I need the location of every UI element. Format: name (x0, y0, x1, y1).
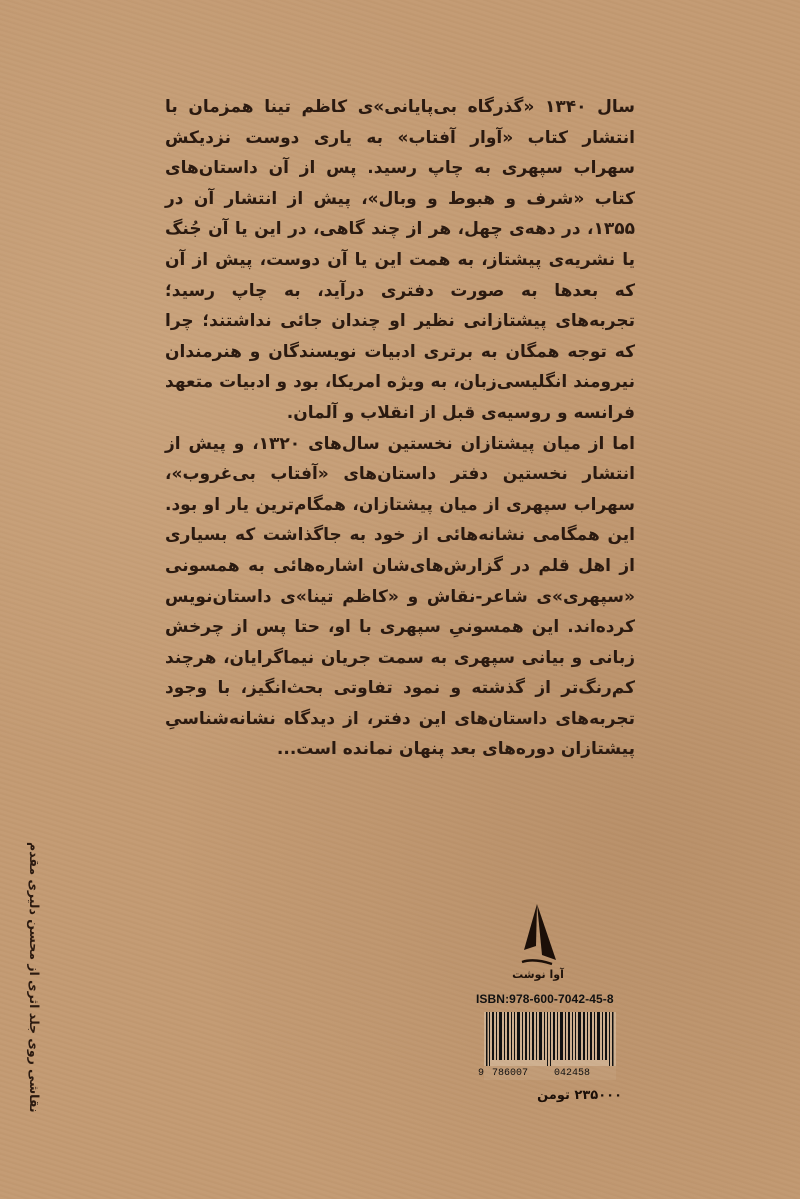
cover-art-credit: نقاشی روی جلد اثری از محسن دلیری مقدم (27, 842, 42, 1113)
sail-triangle-icon (512, 900, 562, 970)
publisher-logo (512, 900, 562, 970)
barcode (478, 1012, 616, 1080)
barcode-bars (484, 1012, 616, 1066)
barcode-digit-first: 9 (478, 1068, 485, 1079)
barcode-digits-left: 786007 (492, 1068, 529, 1079)
blurb-paragraph: سال ۱۳۴۰ «گذرگاه بی‌پایانی»ی کاظم تینا همزمان با انتشار کتاب «آوار آفتاب» به یاری دوست نزدیکش سهراب سپهری به چاپ رسید. پس از آن داستان‌های کتاب «شرف و هبوط و وبال»، پیش از انتشار آن در ۱۳۵۵، در دهه‌ی چهل، هر از چند گاهی، در این یا آن جُنگ یا نشریه‌ی پیشتاز، به همت این یا آن دوست، پیش از آن که بعدها به صورت دفتری درآید، به چاپ رسید؛ تجربه‌های پیشتازانی نظیر او چندان جائی نداشتند؛ چرا که توجه همگان به برتری ادبیات نویسندگان و هنرمندان نیرومند انگلیسی‌زبان، به ویژه امریکا، بود و ادبیات متعهد فرانسه و روسیه‌ی قبل از انقلاب و آلمان. (165, 97, 635, 423)
isbn-label: ISBN:978-600-7042-45-8 (476, 992, 614, 1006)
blurb-paragraph: اما از میان پیشتازان نخستین سال‌های ۱۳۲۰، و پیش از انتشار نخستین دفتر داستان‌های «آفتاب بی‌غروب»، سهراب سپهری از میان پیشتازان، همگام‌ترین یار او بود. این همگامی نشانه‌هائی از خود به جاگذاشت که بسیاری از اهل قلم در گزارش‌های‌شان اشاره‌هائی به همسونی «سپهری»ی شاعر-نقاش و «کاظم تینا»ی داستان‌نویس کرده‌اند. این همسونیِ سپهری با او، حتا پس از چرخش زبانی و بیانی سپهری به سمت جریان نیماگرایان، هرچند کم‌رنگ‌تر از گذشته و نمود تفاوتی بحث‌انگیز، با وجود تجربه‌های داستان‌های این دفتر، از دیدگاه نشانه‌شناسیِ پیشتازان دوره‌های بعد پنهان نمانده است... (165, 433, 636, 760)
blurb-text (165, 92, 635, 765)
barcode-digits-right: 042458 (554, 1068, 591, 1079)
publisher-name: آوا نوشت (512, 968, 564, 981)
price-label: ۲۳۵۰۰۰ تومن (537, 1088, 622, 1103)
